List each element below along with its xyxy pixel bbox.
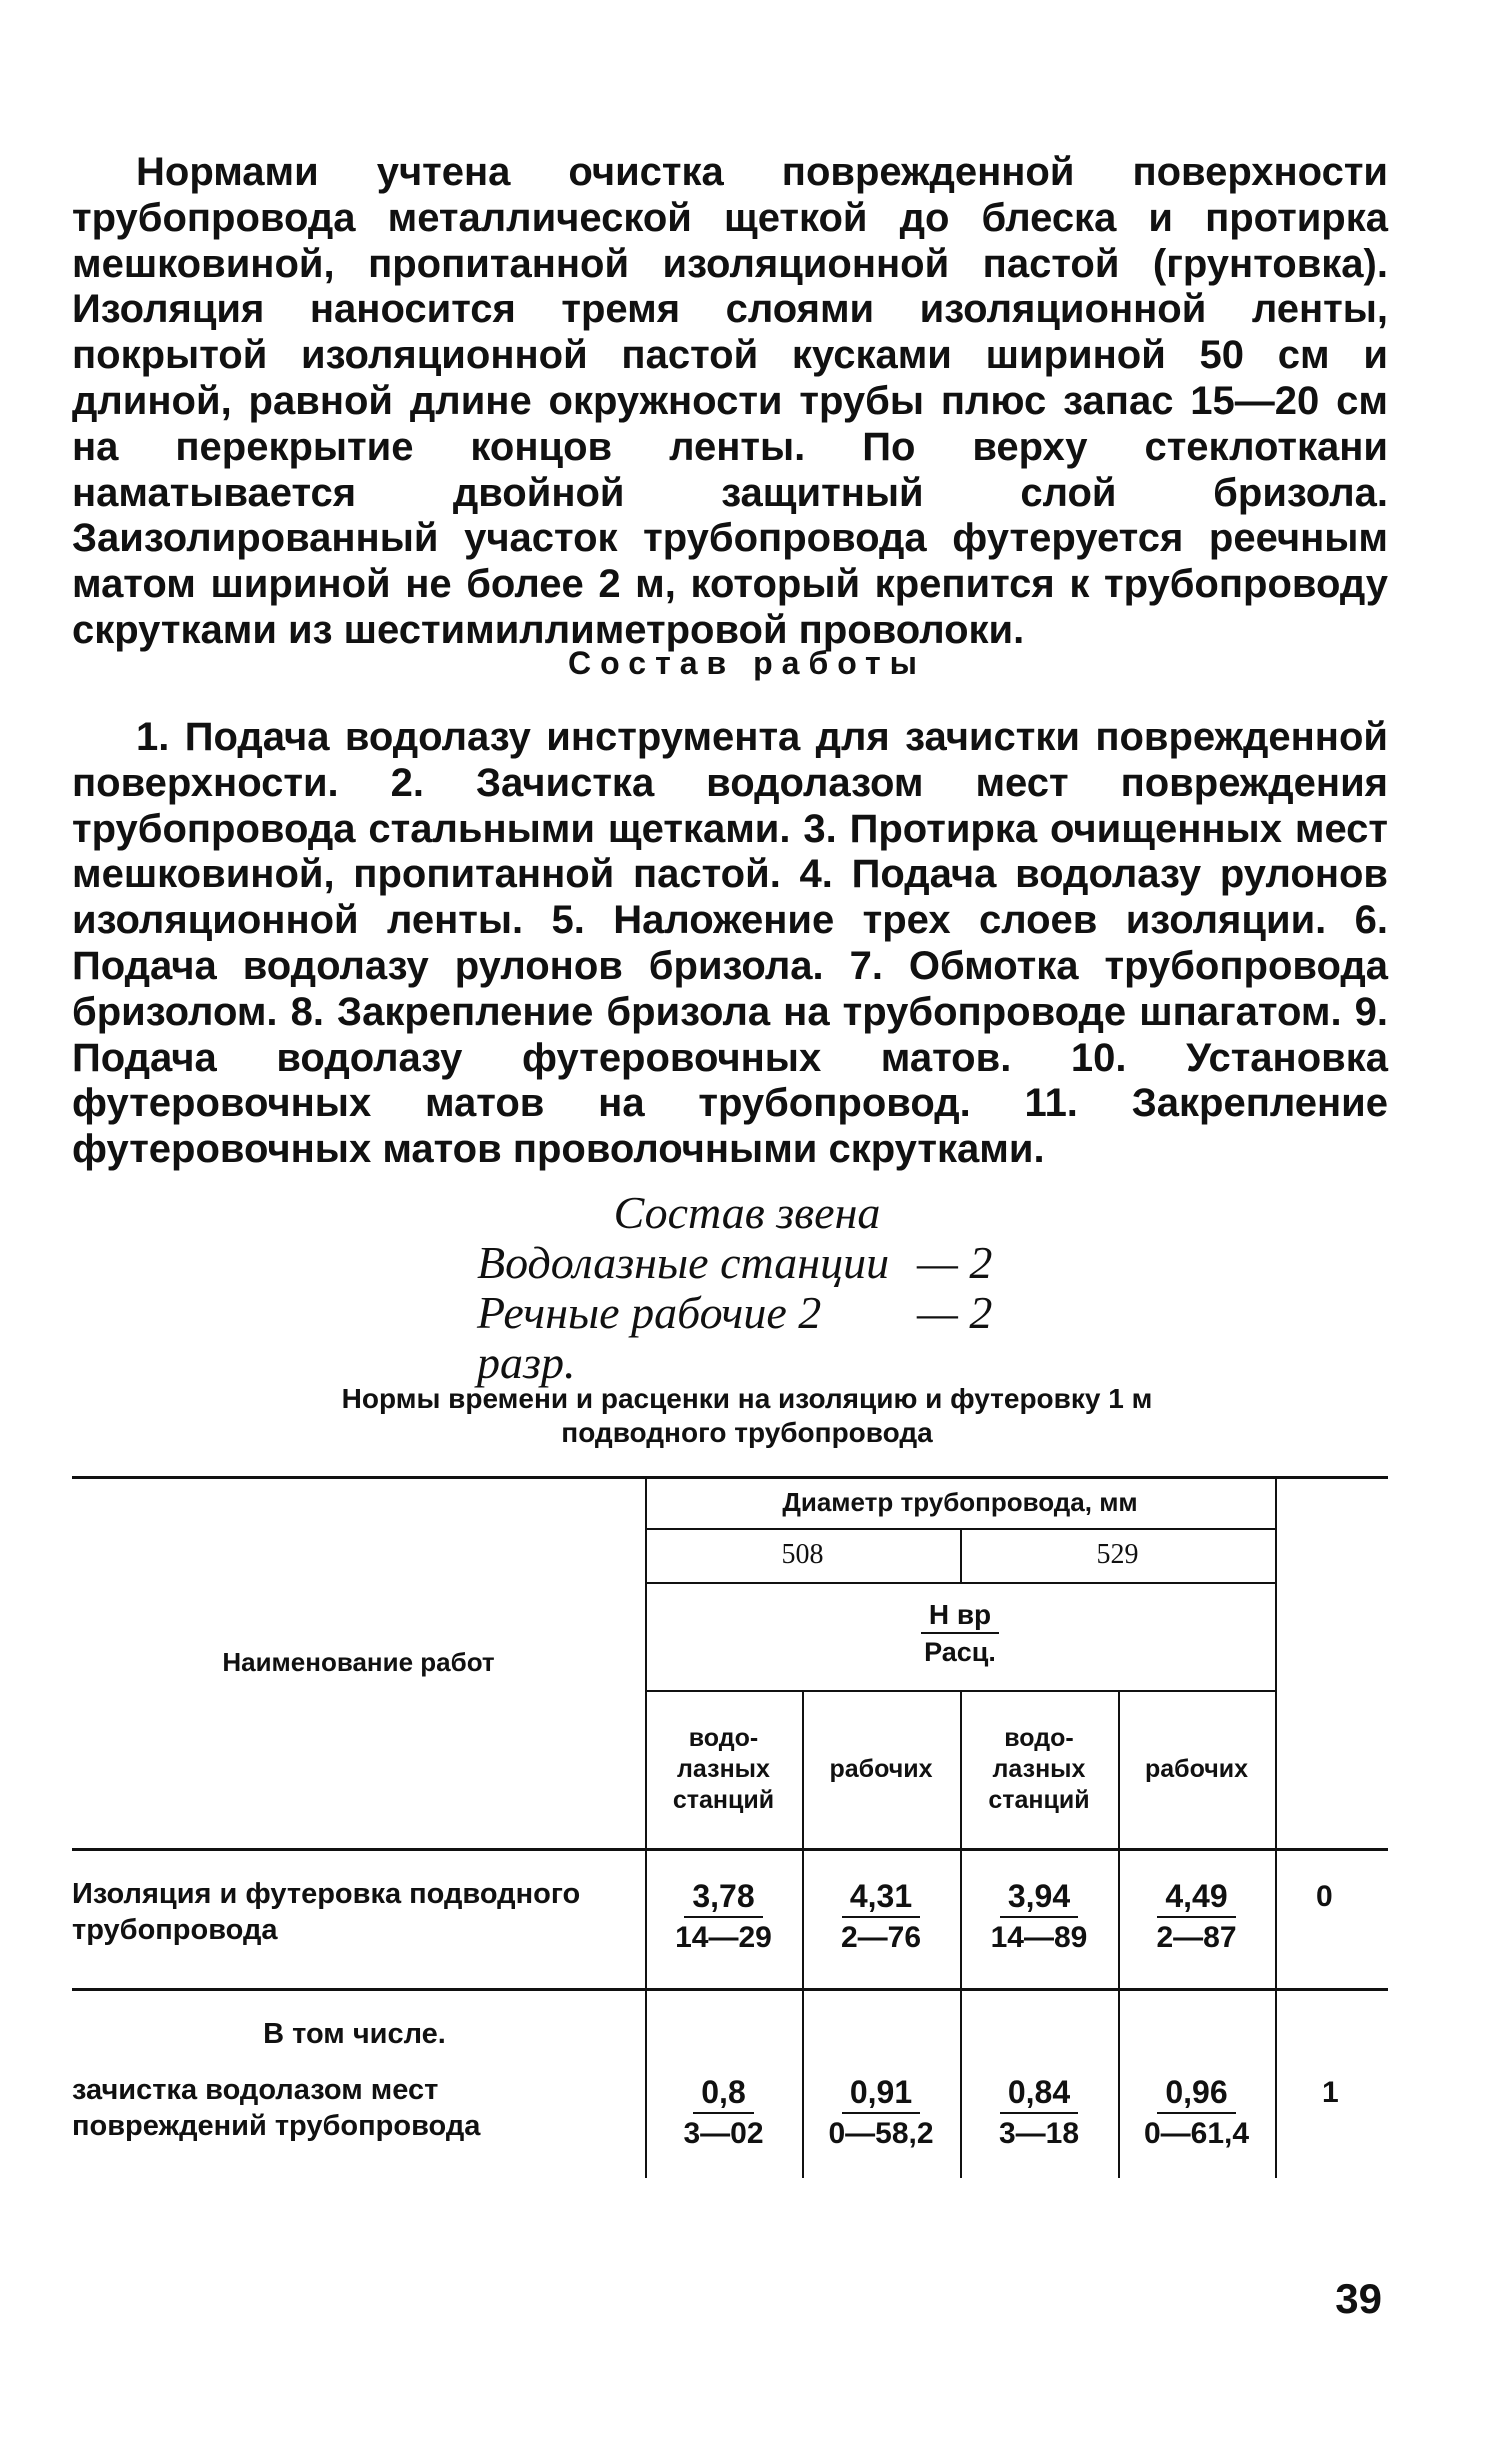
value-cell: $\frac{0,91}{0—58,2}$ bbox=[828, 2074, 934, 2150]
header-bottom-rule bbox=[72, 1848, 1388, 1851]
row-index: 0 bbox=[1316, 1880, 1333, 1913]
row-prefix: В том числе. bbox=[263, 2018, 446, 2050]
rule bbox=[645, 1582, 1275, 1584]
subheader-divers-529: водо- лазных станций bbox=[988, 1723, 1090, 1814]
row-name: зачистка водолазом мест повреждений трубопровода bbox=[72, 2074, 481, 2142]
value-cell: $\frac{4,31}{2—76}$ bbox=[840, 1878, 922, 1954]
value-cell: $\frac{0,96}{0—61,4}$ bbox=[1143, 2074, 1250, 2150]
value-cell: $\frac{4,49}{2—87}$ bbox=[1156, 1878, 1237, 1954]
rule bbox=[1275, 1848, 1277, 2178]
work-steps-paragraph: 1. Подача водолазу инструмента для зачистки поврежденной поверхности. 2. Зачистка водолазом мест повреждения трубопровода стальными щетками. 3. Протирка очищенных мест мешковиной, пропитанной пастой. 4. Подача водолазу рулонов изоляционной ленты. 5. Наложение трех слоев изоляции. 6. Подача водолазу рулонов бризола. 7. Обмотка трубопровода бризолом. 8. Закрепление бризола на трубопроводе шпагатом. 9. Подача водолазу футеровочных матов. 10. Установка футеровочных матов на трубопровод. 11. Закрепление футеровочных матов проволочными скрутками. bbox=[72, 715, 1388, 1172]
brigade-row: Речные рабочие 2 разр. — 2 bbox=[477, 1287, 993, 1388]
value-cell: $\frac{0,8}{3—02}$ bbox=[683, 2074, 764, 2150]
subheader-divers-508: водо- лазных станций bbox=[672, 1723, 775, 1814]
rule bbox=[1275, 1476, 1277, 1848]
value-cell: $\frac{3,78}{14—29}$ bbox=[675, 1878, 772, 1954]
work-heading: Состав работы bbox=[568, 645, 926, 681]
col-name-header: Наименование работ bbox=[222, 1647, 495, 1677]
norm-fraction-header: Н вр Расц. bbox=[645, 1598, 1275, 1670]
value-cell: $\frac{0,84}{3—18}$ bbox=[998, 2074, 1080, 2150]
subheader-workers-508: рабочих bbox=[829, 1754, 933, 1783]
row-separator-rule bbox=[72, 1988, 1388, 1991]
brigade-row: Водолазные станции — 2 bbox=[477, 1237, 993, 1288]
row-index: 1 bbox=[1322, 2076, 1339, 2109]
subheader-workers-529: рабочих bbox=[1144, 1754, 1249, 1783]
intro-paragraph: Нормами учтена очистка поврежденной поверхности трубопровода металлической щеткой до блеска и протирка мешковиной, пропитанной изоляционной пастой (грунтовка). Изоляция наносится тремя слоями изоляционной ленты, покрытой изоляционной пастой кусками шириной 50 см и длиной, равной длине окружности трубы плюс запас 15—20 см на перекрытие концов ленты. По верху стеклоткани наматывается двойной защитный слой бризола. Заизолированный участок трубопровода футеруется реечным матом шириной не более 2 м, который крепится к трубопроводу скрутками из шестимиллиметровой проволоки. bbox=[72, 150, 1388, 652]
diameter-508: 508 bbox=[781, 1539, 824, 1570]
row-name: Изоляция и футеровка подводного трубопровода bbox=[72, 1878, 581, 1946]
diameter-529: 529 bbox=[1096, 1539, 1139, 1570]
diameter-header: Диаметр трубопровода, мм bbox=[782, 1487, 1138, 1517]
page-number: 39 bbox=[1335, 2275, 1382, 2322]
brigade-title: Состав звена bbox=[613, 1187, 881, 1238]
table-title: Нормы времени и расценки на изоляцию и футеровку 1 м подводного трубопровода bbox=[341, 1383, 1153, 1448]
value-cell: $\frac{3,94}{14—89}$ bbox=[990, 1878, 1088, 1954]
